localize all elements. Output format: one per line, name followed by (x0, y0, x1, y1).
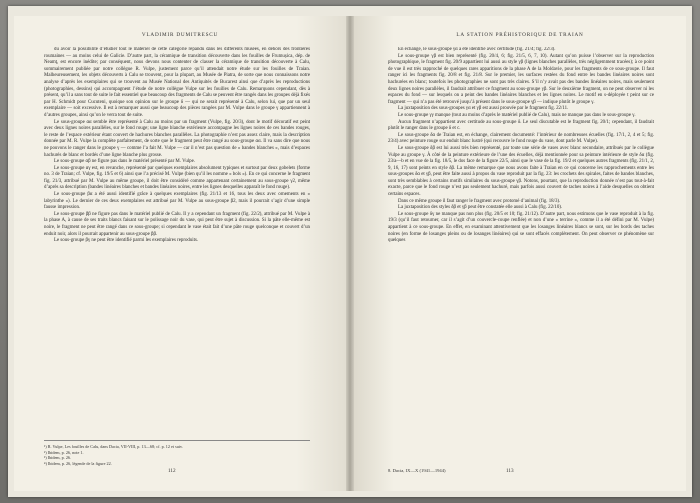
paragraph: Le sous-groupe ββ ne figure pas dans le matériel publié de Calu. Il y a cependant un fragment (fig. 22/2), attribué par M. Vulpe à la phase A, à cause de ses traits blancs faisant sur le polissage noir du vase, qui peut être sujet à discussion. Si la pâte elle-même est noire, le fragment ne peut être rangé dans ce sous-groupe; si cependant le vase était fait d’une pâte rouge quelconque et couvert d’un enduit noir, alors il pourrait appartenir au sous-groupe ββ. (44, 211, 310, 237)
right-running-head: LA STATION PRÉHISTORIQUE DE TRAIAN (456, 32, 584, 38)
paragraph: Le sous-groupe αα semble être représenté à Calu au moins par un fragment (Vulpe, fig. 20/3), dont le motif décoratif est peint avec deux lignes noires parallèles, sur le fond rouge; une ligne blanche extérieure accompagne les lignes noires de ces bandes rouges, le reste de l’espace extérieur étant couvert de hachures blanches parallèles. La photographie n’est pas assez claire, mais la description donnée par M. R. Vulpe la complète parfaitement, de sorte que le fragment peut être rangé au sous-groupe αα. Il va sans dire que nous ne pouvons le ranger dans le groupe γ — comme l’a fait M. Vulpe — car il n’est pas question de « bandes blanches », mais d’espaces hachurés de blanc et bordés d’une ligne blanche plus grosse. (44, 119, 310, 158)
open-book (8, 6, 692, 497)
book-gutter (346, 16, 354, 491)
right-page-number: 113 (506, 468, 514, 474)
paragraph: Le sous-groupe δγ ne manque pas non plus (fig. 20/5 et 10; fig. 21/12). D’autre part, nous estimons que le vase reproduit à la fig. 19/3 (qu’il faut retourner, car il s’agit d’un couvercle-coupe renflée) et non d’une « terrine », comme il a été défini par M. Vulpe) appartient à ce sous-groupe. En effet, en examinant attentivement que les losanges linéaires blancs se sont, sur les bords des taches noires (en forme de losanges pleins ou de losanges linéaires) qui se sont effacés complètement. On peut observer ce phénomène sur quelques (388, 211, 654, 244)
footnote: ¹) R. Vulpe, Les fouilles de Calu, dans Dacia, VII-VIII, p. 13—68; cf. p. 12 et suiv. (44, 444, 183, 449)
paragraph: Aucun fragment n’appartient avec certitude au sous-groupe δ. Le seul discutable est le fragment fig. 20/1; cependant, il faudrait plutôt le ranger dans le groupe δ et c. (388, 119, 654, 132)
footnote: ⁴) Ibidem, p. 26, légende de la figure 22. (44, 460, 112, 466)
paragraph: Le sous-groupe αβ ne figure pas dans le matériel présenté par M. Vulpe. (54, 159, 196, 165)
paragraph: Le sous-groupe γγ manque (tout au moins d’après le matériel publié de Calu), mais ne manque pas dans le sous-groupe γ. (398, 112, 636, 118)
right-text-block (388, 47, 654, 437)
left-footnotes (44, 440, 310, 466)
paragraph: Le sous-groupe δβ est lui aussi très bien représenté, par toute une série de vases avec blanc secondaire, attribués par le collègue Vulpe au groupe γ. À côté de la peinture extérieure de l’une des écuelles, déjà mentionnée pour sa peinture intérieure de style δα (fig. 23/a—b et en vue de la fig. 18/5, le dos face de la figure 22/5, ainsi que le vase de la fig. 19/2 et quelques autres fragments (fig. 21/1, 2, 9, 16, 17) sont peints en style δβ. La même remarque que nous avons faite à Traian en ce qui concerne les rapprochements entre les sous-groupes δα et γβ, peut être faite aussi à propos du vase reproduit par la fig. 23: les crochets des spirales, faites de bandes blanches, sont très semblables à certains motifs similaires du sous-groupe γβ. Notons, pourtant, que la reproduction donnée n’est pas tout-à-fait exacte, parce que le fond rouge n’est pas seulement hachuré, mais parfois aussi couvert de taches noires à l’aide desquelles on obtient certains espaces. (388, 145, 654, 198)
footnote: ³) Ibidem, p. 26. (44, 455, 72, 461)
paragraph: Le sous-groupe βγ ne peut être identifié parmi les exemplaires reproduits. (54, 238, 199, 244)
paragraph: Le sous-groupe δα de Traian est, en échange, clairement documenté: l’intérieur de nombreuses écuelles (fig. 17/1, 2, 4 et 5; fig. 23/4) avec peinture rouge sur enduit blanc lustré (qui recouvre le fond rouge du vase, dont parle M. Vulpe). (388, 132, 654, 145)
signature-mark: 8. Dacia, IX—X (1941—1944) (388, 468, 446, 473)
left-text-block (44, 47, 310, 437)
paragraph: Le sous-groupe αγ est, en revanche, représenté par quelques exemplaires absolument typiques et surtout par deux gobelets (forme no. 3 de Traian; cf. Vulpe, fig. 19/5 et 6) ainsi que l’a précisé M. Vulpe (bien qu’il les nomme « bols »). En ce qui concerne le fragment fig. 21/3, attribué par M. Vulpe au même groupe, il doit être considéré comme appartenant certainement au sous-groupe γ2, même d’après sa description (bandes linéaires blanches et bandes linéaires noires, entre les lignes desquelles apparaît le fond rouge). (44, 165, 310, 191)
paragraph: Dans ce même groupe il faut ranger le fragment avec protomé d’animal (fig. 18/3). (398, 198, 561, 204)
left-page-number: 112 (168, 468, 176, 474)
footnote: ²) Ibidem, p. 26, note 1. (44, 449, 84, 455)
paragraph: Le sous-groupe βα a été aussi identifié grâce à quelques exemplaires (fig. 21/13 et 16, tous les deux avec ornements en « labyrinthe »). Le dernier de ces deux exemplaires est attribué par M. Vulpe au sous-groupe β2, mais il pourrait s’agir d’une simple fausse impression. (44, 192, 310, 211)
paragraph: La juxtaposition des styles δβ et γβ peut être constatée elle aussi à Calu (fig. 22/10). (398, 205, 563, 211)
paragraph: La juxtaposition des sous-groupes γα et γβ est aussi prouvée par le fragment fig. 22/11. (398, 106, 569, 112)
left-page (14, 16, 346, 491)
paragraph: En échange, le sous-groupe γα a été identifié avec certitude (fig. 21/4; fig. 22/3). (398, 47, 556, 52)
right-page (354, 16, 686, 491)
left-running-head: VLADIMIR DUMITRESCU (141, 32, 219, 38)
paragraph: Le sous-groupe γβ est bien représenté (fig. 20/4, 6; fig. 21/5, 6, 7, 10). Autant qu’on puisse l’observer sur la reproduction photographique, le fragment fig. 20/9 appartient lui aussi au style γβ (lignes blanches parallèles, très négligemment tracées); à ce point de vue il est très rapproché de quelques rares apparitions de la phase A de la Moldavie, pour les fragments de ce sous-groupe. Il faut ranger ici les fragments fig. 20/8 et fig. 21/8. Sur le premier, les surfaces restées du fond entre les bandes linéaires noires sont hachurées en blanc; toutefois les photographies ne sont pas très claires. S’il n’y avait pas des bandes linéaires noires, mais seulement deux lignes noires parallèles, il faudrait attribuer ce fragment au sous-groupe γβ. Sur le deuxième fragment, on ne peut observer ni les espaces du fond — sur lesquels on a peint des bandes linéaires blanches et les lignes noires. Le motif en s-déployée t peint sur ce fragment — qui n’a pas été retrouvé jusqu’à présent dans le sous-groupe γβ — indique plutôt le groupe γ. (388, 53, 654, 105)
paragraph: du avoir la possibilité d’étudier tout le matériel de cette catégorie répandu dans les différents musées, en dehors des frontières roumaines — au moins celui de Galicie. D’autre part, la céramique de transition découverte dans les fouilles de Frumușica, dép. de Neamț, est encore inédite; par conséquent, nous devons nous contenter de classer la céramique de transition découverte à Calu, sommairement publiée par notre collègue R. Vulpe, justement parce qu’il attendait notre étude sur les fouilles de Traian. Malheureusement, les objets découverts à Calu se trouvent, pour la plupart, au Musée de Piatra, de sorte que nous connaissons notre analyse d’après les exemplaires qui se trouvent au Musée National des Antiquités de Bucarest ainsi que d’après les reproductions (photographies, dessins) qui accompagnent l’étude de notre collègue Vulpe sur les fouilles de Calu. Remarquons cependant, dès à présent, qu’il a sans tout de suite le fait essentiel que beaucoup des fragments de Calu se peuvent être rangés dans les groupes déjà fixés par H. Schmidt pour Cucuteni, quoique son opinion sur le groupe δ — qui ne serait représenté à Calu, selon lui, que par un seul exemplaire — soit excessive. Il est à remarquer aussi que beaucoup des pièces rangées par M. Vulpe dans le groupe γ appartiennent à d’autres groupes, ainsi qu’on le verra tout de suite. (44, 47, 310, 118)
